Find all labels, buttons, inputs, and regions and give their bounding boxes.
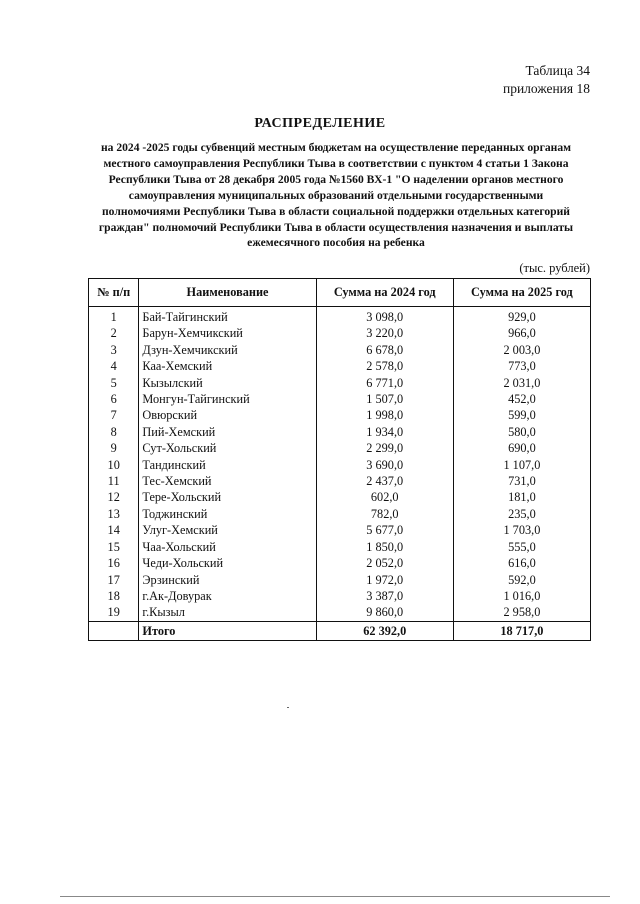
row-name: Чеди-Хольский	[139, 555, 316, 571]
table-row	[89, 555, 591, 571]
row-number: 16	[89, 555, 139, 571]
document-subtitle	[86, 140, 586, 251]
row-sum-2025: 452,0	[453, 391, 590, 407]
row-name: Тандинский	[139, 457, 316, 473]
header-name: Наименование	[139, 279, 316, 307]
row-sum-2025: 966,0	[453, 325, 590, 341]
row-name: Сут-Хольский	[139, 440, 316, 456]
row-sum-2025: 690,0	[453, 440, 590, 456]
subtitle-line: на 2024 -2025 годы субвенций местным бюджетам на осуществление переданных органам	[100, 141, 572, 154]
table-row	[89, 424, 591, 440]
row-name: Чаа-Хольский	[139, 539, 316, 555]
row-sum-2025: 1 016,0	[453, 588, 590, 604]
table-row	[89, 522, 591, 538]
header-sum-2025: Сумма на 2025 год	[453, 279, 590, 307]
row-number: 3	[89, 342, 139, 358]
subtitle-line: самоуправления муниципальных образований отдельными государственными	[128, 188, 544, 202]
row-sum-2025: 235,0	[453, 506, 590, 522]
row-sum-2024: 1 507,0	[316, 391, 453, 407]
row-sum-2025: 1 703,0	[453, 522, 590, 538]
total-sum-2025: 18 717,0	[453, 621, 590, 640]
row-name: Улуг-Хемский	[139, 522, 316, 538]
row-sum-2025: 2 958,0	[453, 604, 590, 621]
table-body	[89, 307, 591, 641]
header-sum-2024: Сумма на 2024 год	[316, 279, 453, 307]
row-sum-2024: 2 299,0	[316, 440, 453, 456]
row-sum-2025: 2 003,0	[453, 342, 590, 358]
row-sum-2025: 555,0	[453, 539, 590, 555]
table-row	[89, 473, 591, 489]
table-row	[89, 342, 591, 358]
row-sum-2024: 3 690,0	[316, 457, 453, 473]
row-number: 15	[89, 539, 139, 555]
row-number: 5	[89, 375, 139, 391]
row-number: 10	[89, 457, 139, 473]
table-row	[89, 604, 591, 621]
appendix-number: приложения 18	[502, 81, 590, 96]
row-number: 2	[89, 325, 139, 341]
subtitle-line: Республики Тыва от 28 декабря 2005 года №1560 ВХ-1 "О наделении органов местного	[108, 172, 564, 186]
row-number: 18	[89, 588, 139, 604]
row-number: 1	[89, 307, 139, 326]
row-name: г.Кызыл	[139, 604, 316, 621]
row-sum-2025: 731,0	[453, 473, 590, 489]
row-sum-2024: 602,0	[316, 489, 453, 505]
row-sum-2025: 599,0	[453, 407, 590, 423]
unit-label: (тыс. рублей)	[519, 261, 590, 275]
row-number: 17	[89, 572, 139, 588]
page-edge-line	[60, 896, 610, 897]
row-sum-2025: 1 107,0	[453, 457, 590, 473]
scan-speck	[287, 707, 289, 708]
subtitle-line: ежемесячного пособия на ребенка	[247, 236, 425, 250]
row-sum-2024: 3 220,0	[316, 325, 453, 341]
table-row	[89, 358, 591, 374]
table-header-row	[89, 279, 591, 307]
subtitle-line: граждан" полномочий Республики Тыва в области осуществления назначения и выплаты	[98, 220, 574, 234]
row-name: Барун-Хемчикский	[139, 325, 316, 341]
distribution-table	[88, 278, 591, 641]
row-sum-2024: 3 387,0	[316, 588, 453, 604]
row-name: г.Ак-Довурак	[139, 588, 316, 604]
table-row	[89, 375, 591, 391]
row-sum-2024: 1 972,0	[316, 572, 453, 588]
row-number: 8	[89, 424, 139, 440]
row-sum-2025: 580,0	[453, 424, 590, 440]
row-name: Дзун-Хемчикский	[139, 342, 316, 358]
row-name: Пий-Хемский	[139, 424, 316, 440]
row-number: 9	[89, 440, 139, 456]
table-row	[89, 489, 591, 505]
row-name: Эрзинский	[139, 572, 316, 588]
row-sum-2025: 181,0	[453, 489, 590, 505]
row-name: Овюрский	[139, 407, 316, 423]
table-number: Таблица 34	[525, 63, 590, 78]
table-row	[89, 407, 591, 423]
row-name: Тоджинский	[139, 506, 316, 522]
row-name: Кызылский	[139, 375, 316, 391]
table-row	[89, 391, 591, 407]
row-number: 13	[89, 506, 139, 522]
table-row	[89, 572, 591, 588]
row-sum-2025: 929,0	[453, 307, 590, 326]
row-name: Бай-Тайгинский	[139, 307, 316, 326]
row-sum-2024: 6 678,0	[316, 342, 453, 358]
subtitle-line: местного самоуправления Республики Тыва в соответствии с пунктом 4 статьи 1 Закона	[103, 156, 569, 170]
table-row	[89, 457, 591, 473]
table-row	[89, 588, 591, 604]
row-name: Каа-Хемский	[139, 358, 316, 374]
table-row	[89, 325, 591, 341]
row-sum-2024: 1 934,0	[316, 424, 453, 440]
row-sum-2024: 2 052,0	[316, 555, 453, 571]
row-number: 19	[89, 604, 139, 621]
row-number: 12	[89, 489, 139, 505]
row-sum-2024: 782,0	[316, 506, 453, 522]
subtitle-line: полномочиями Республики Тыва в области социальной поддержки отдельных категорий	[102, 204, 570, 218]
table-row	[89, 307, 591, 326]
row-sum-2025: 592,0	[453, 572, 590, 588]
document-title: РАСПРЕДЕЛЕНИЕ	[254, 116, 386, 131]
row-number: 14	[89, 522, 139, 538]
row-sum-2024: 3 098,0	[316, 307, 453, 326]
header-number: № п/п	[89, 279, 139, 307]
table-row	[89, 506, 591, 522]
total-label: Итого	[139, 621, 316, 640]
row-sum-2025: 773,0	[453, 358, 590, 374]
row-number: 11	[89, 473, 139, 489]
row-sum-2024: 6 771,0	[316, 375, 453, 391]
total-number	[89, 621, 139, 640]
row-sum-2024: 5 677,0	[316, 522, 453, 538]
row-number: 6	[89, 391, 139, 407]
total-sum-2024: 62 392,0	[316, 621, 453, 640]
table-reference	[503, 62, 590, 98]
table-total-row	[89, 621, 591, 640]
row-sum-2025: 2 031,0	[453, 375, 590, 391]
row-name: Монгун-Тайгинский	[139, 391, 316, 407]
row-sum-2024: 1 998,0	[316, 407, 453, 423]
row-name: Тес-Хемский	[139, 473, 316, 489]
row-number: 4	[89, 358, 139, 374]
row-sum-2025: 616,0	[453, 555, 590, 571]
row-sum-2024: 9 860,0	[316, 604, 453, 621]
table-row	[89, 539, 591, 555]
row-sum-2024: 1 850,0	[316, 539, 453, 555]
row-sum-2024: 2 437,0	[316, 473, 453, 489]
row-name: Тере-Хольский	[139, 489, 316, 505]
row-sum-2024: 2 578,0	[316, 358, 453, 374]
table-row	[89, 440, 591, 456]
row-number: 7	[89, 407, 139, 423]
